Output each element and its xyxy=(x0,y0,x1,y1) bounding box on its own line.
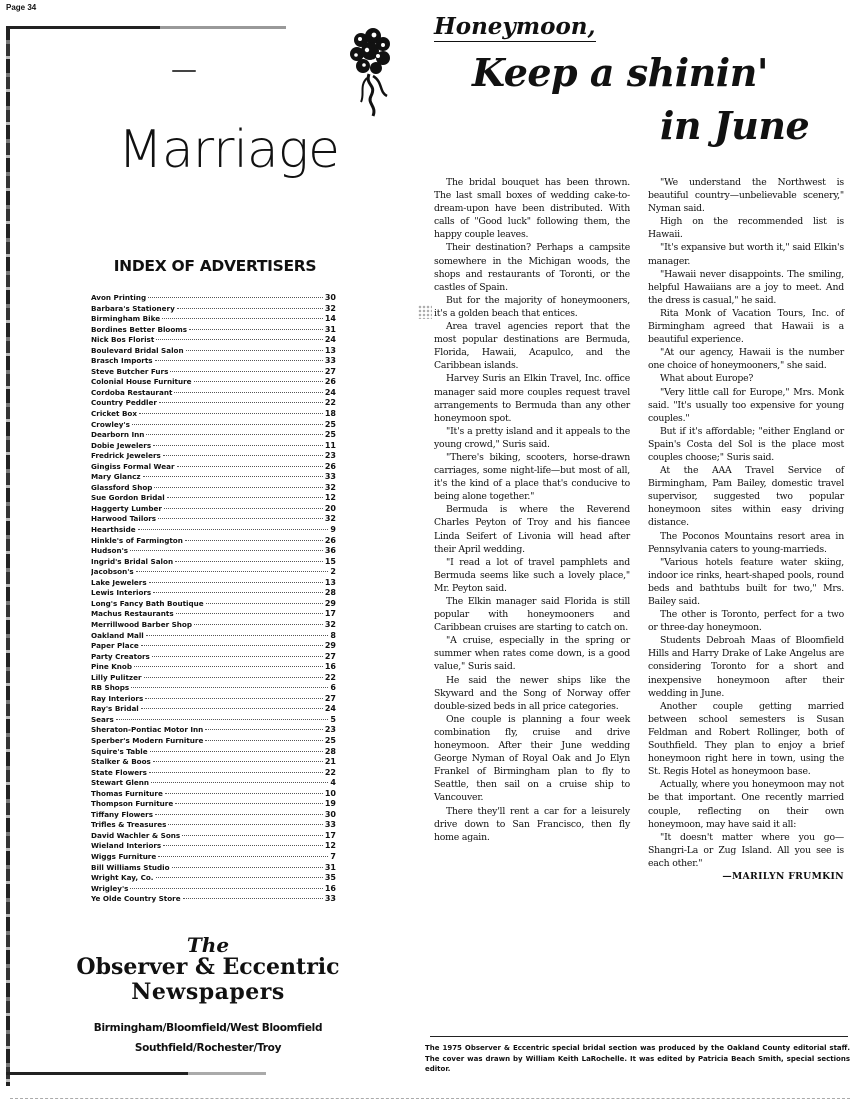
city-list xyxy=(40,1018,376,1058)
leader-dots xyxy=(186,350,323,351)
advertiser-row xyxy=(91,609,336,620)
advertiser-page: 32 xyxy=(324,482,336,492)
leader-dots xyxy=(156,877,323,878)
advertiser-page: 4 xyxy=(330,778,336,788)
advertiser-page: 22 xyxy=(324,672,336,682)
advertiser-row xyxy=(91,747,336,758)
advertiser-row xyxy=(91,789,336,800)
leader-dots xyxy=(145,698,323,699)
advertiser-page: 33 xyxy=(324,894,336,904)
advertiser-row xyxy=(91,863,336,874)
advertiser-row xyxy=(91,483,336,494)
advertiser-page: 21 xyxy=(324,757,336,767)
page-bottom-rule xyxy=(10,1098,850,1099)
advertiser-page: 12 xyxy=(324,493,336,503)
advertiser-name: Fredrick Jewelers xyxy=(91,451,161,461)
advertiser-row xyxy=(91,567,336,578)
advertiser-name: Dearborn Inn xyxy=(91,430,145,440)
advertiser-name: Sheraton-Pontiac Motor Inn xyxy=(91,725,204,735)
advertiser-row xyxy=(91,673,336,684)
article-column-1 xyxy=(434,176,630,844)
credit-divider xyxy=(430,1036,848,1037)
advertiser-name: Sears xyxy=(91,714,114,724)
leader-dots xyxy=(159,402,323,403)
advertiser-row xyxy=(91,304,336,315)
advertiser-name: Sue Gordon Bridal xyxy=(91,493,165,503)
article-paragraph: The other is Toronto, perfect for a two or three-day honeymoon. xyxy=(648,609,844,634)
advertiser-name: Country Peddler xyxy=(91,398,157,408)
advertiser-name: Jacobson's xyxy=(91,567,134,577)
advertiser-row xyxy=(91,388,336,399)
advertiser-name: Birmingham Bike xyxy=(91,314,161,324)
advertiser-page: 24 xyxy=(324,387,336,397)
advertiser-row xyxy=(91,451,336,462)
advertiser-row xyxy=(91,652,336,663)
advertiser-row xyxy=(91,873,336,884)
leader-dots xyxy=(170,371,322,372)
advertiser-name: Wiggs Furniture xyxy=(91,851,157,861)
advertiser-name: Squire's Table xyxy=(91,746,148,756)
advertiser-name: Lilly Pulitzer xyxy=(91,672,142,682)
leader-dots xyxy=(205,740,323,741)
advertiser-page: 28 xyxy=(324,746,336,756)
leader-dots xyxy=(163,845,323,846)
advertiser-page: 24 xyxy=(324,704,336,714)
article-paragraph: Harvey Suris an Elkin Travel, Inc. office manager said more couples request travel arrangements to Bermuda than any other honeymoon spot. xyxy=(434,373,630,424)
article-paragraph: "We understand the Northwest is beautiful country—unbelievable scenery," Nyman said. xyxy=(648,177,844,215)
advertiser-page: 33 xyxy=(324,820,336,830)
advertiser-row xyxy=(91,736,336,747)
advertiser-name: David Wachler & Sons xyxy=(91,830,181,840)
advertiser-row xyxy=(91,810,336,821)
leader-dots xyxy=(146,635,329,636)
leader-dots xyxy=(175,803,323,804)
article-paragraph: What about Europe? xyxy=(660,373,754,385)
advertiser-name: Paper Place xyxy=(91,641,139,651)
border-left xyxy=(6,26,10,1086)
leader-dots xyxy=(141,708,323,709)
advertiser-name: Thompson Furniture xyxy=(91,799,174,809)
advertiser-name: Hearthside xyxy=(91,525,136,535)
leader-dots xyxy=(194,624,323,625)
leader-dots xyxy=(141,645,323,646)
advertiser-page: 30 xyxy=(324,809,336,819)
advertiser-page: 27 xyxy=(324,693,336,703)
border-top xyxy=(6,26,286,29)
article-paragraph: "A cruise, especially in the spring or summer when rates come down, is a good value," Suris said. xyxy=(434,635,630,673)
advertiser-page: 27 xyxy=(324,366,336,376)
leader-dots xyxy=(174,392,322,393)
advertiser-page: 6 xyxy=(330,683,336,693)
advertiser-name: Dobie Jewelers xyxy=(91,440,152,450)
leader-dots xyxy=(116,719,329,720)
advertiser-name: Nick Bos Florist xyxy=(91,335,155,345)
advertiser-page: 25 xyxy=(324,735,336,745)
leader-dots xyxy=(151,782,328,783)
advertiser-name: Brasch Imports xyxy=(91,356,153,366)
article-paragraph: "I read a lot of travel pamphlets and Bermuda seems like such a lovely place," Mr. Peyton said. xyxy=(434,556,630,594)
leader-dots xyxy=(177,308,323,309)
advertiser-row xyxy=(91,462,336,473)
leader-dots xyxy=(183,898,323,899)
advertiser-row xyxy=(91,409,336,420)
leader-dots xyxy=(155,360,323,361)
advertiser-page: 26 xyxy=(324,461,336,471)
article-paragraph: At the AAA Travel Service of Birmingham, Pam Bailey, domestic travel supervisor, suggested two popular honeymoon sites within easy driving distance. xyxy=(648,465,844,529)
leader-dots xyxy=(205,729,323,730)
advertiser-row xyxy=(91,430,336,441)
advertiser-page: 25 xyxy=(324,419,336,429)
leader-dots xyxy=(176,613,323,614)
advertiser-page: 17 xyxy=(324,609,336,619)
advertiser-row xyxy=(91,367,336,378)
leader-dots xyxy=(143,476,323,477)
advertiser-row xyxy=(91,894,336,905)
advertiser-name: Merrillwood Barber Shop xyxy=(91,619,192,629)
advertiser-page: 15 xyxy=(324,556,336,566)
leader-dots xyxy=(168,824,323,825)
section-title: Marriage xyxy=(118,120,339,180)
advertiser-page: 25 xyxy=(324,430,336,440)
advertiser-row xyxy=(91,472,336,483)
article-column-2 xyxy=(648,176,844,883)
page-number: Page 34 xyxy=(6,3,37,12)
ornament-dash xyxy=(172,70,196,72)
advertiser-row xyxy=(91,525,336,536)
advertiser-row xyxy=(91,293,336,304)
advertiser-name: Mary Glancz xyxy=(91,472,141,482)
advertiser-page: 13 xyxy=(324,345,336,355)
advertiser-page: 11 xyxy=(324,440,336,450)
advertiser-page: 31 xyxy=(324,324,336,334)
article-paragraph: "It's a pretty island and it appeals to the young crowd," Suris said. xyxy=(434,425,630,450)
advertiser-name: Bill Williams Studio xyxy=(91,862,170,872)
advertiser-row xyxy=(91,852,336,863)
article-paragraph: "Various hotels feature water skiing, indoor ice rinks, heart-shaped pools, round beds and bathtubs built for two," Mrs. Bailey said. xyxy=(648,556,844,607)
leader-dots xyxy=(194,381,323,382)
advertiser-page: 26 xyxy=(324,535,336,545)
leader-dots xyxy=(131,687,328,688)
leader-dots xyxy=(153,592,323,593)
advertiser-name: Haggerty Lumber xyxy=(91,503,162,513)
advertiser-name: Cordoba Restaurant xyxy=(91,387,173,397)
advertiser-page: 8 xyxy=(330,630,336,640)
leader-dots xyxy=(158,518,323,519)
leader-dots xyxy=(153,445,323,446)
advertiser-row xyxy=(91,441,336,452)
advertiser-page: 23 xyxy=(324,725,336,735)
logo-the: The xyxy=(186,933,230,957)
advertiser-name: Thomas Furniture xyxy=(91,788,163,798)
advertiser-page: 36 xyxy=(324,546,336,556)
advertiser-page: 26 xyxy=(324,377,336,387)
advertiser-row xyxy=(91,631,336,642)
advertiser-page: 16 xyxy=(324,883,336,893)
advertiser-row xyxy=(91,314,336,325)
advertiser-name: Pine Knob xyxy=(91,662,132,672)
advertiser-page: 9 xyxy=(330,525,336,535)
article-paragraph: There they'll rent a car for a leisurely drive down to San Francisco, then fly home again. xyxy=(434,805,630,843)
advertiser-name: Ingrid's Bridal Salon xyxy=(91,556,174,566)
article-paragraph: "It's expansive but worth it," said Elkin's manager. xyxy=(648,242,844,267)
advertiser-name: Barbara's Stationery xyxy=(91,303,175,313)
advertiser-name: Avon Printing xyxy=(91,293,147,302)
advertiser-row xyxy=(91,820,336,831)
logo-line-2: Newspapers xyxy=(131,979,285,1005)
leader-dots xyxy=(153,761,323,762)
advertiser-row xyxy=(91,325,336,336)
advertiser-row xyxy=(91,641,336,652)
advertiser-name: Bordines Better Blooms xyxy=(91,324,188,334)
article-paragraph: He said the newer ships like the Skyward and the Song of Norway offer double-sized beds in all price categories. xyxy=(434,674,630,712)
article-paragraph: Bermuda is where the Reverend Charles Peyton of Troy and his fiancee Linda Seifert of Livonia will head after their April wedding. xyxy=(434,504,630,555)
advertiser-name: Colonial House Furniture xyxy=(91,377,192,387)
article-paragraph: Rita Monk of Vacation Tours, Inc. of Birmingham agreed that Hawaii is a beautiful experience. xyxy=(648,307,844,346)
advertiser-row xyxy=(91,420,336,431)
advertiser-row xyxy=(91,599,336,610)
leader-dots xyxy=(163,455,323,456)
advertiser-row xyxy=(91,778,336,789)
article-paragraph: "There's biking, scooters, horse-drawn carriages, some night-life—but most of all, it's the kind of a place that's conducive to being alone together." xyxy=(434,451,630,503)
advertiser-name: Sperber's Modern Furniture xyxy=(91,735,204,745)
advertiser-row xyxy=(91,704,336,715)
advertiser-row xyxy=(91,536,336,547)
newspaper-logo xyxy=(58,935,358,1005)
advertiser-page: 18 xyxy=(324,409,336,419)
advertiser-page: 33 xyxy=(324,356,336,366)
article-paragraph: The bridal bouquet has been thrown. The last small boxes of wedding cake-to-dream-upon have been distributed. With calls of "Good luck" following them, the happy couple leaves. xyxy=(434,177,630,241)
advertiser-name: Steve Butcher Furs xyxy=(91,366,169,376)
headline-line-1: Keep a shinin' xyxy=(472,50,768,95)
advertiser-page: 35 xyxy=(324,873,336,883)
advertiser-name: Boulevard Bridal Salon xyxy=(91,345,184,355)
advertiser-page: 32 xyxy=(324,619,336,629)
advertiser-name: Crowley's xyxy=(91,419,130,429)
leader-dots xyxy=(149,772,323,773)
headline-line-2: in June xyxy=(660,103,810,148)
article-paragraph: The Elkin manager said Florida is still popular with honeymooners and Caribbean cruises are starting to catch on. xyxy=(434,596,630,634)
advertiser-page: 19 xyxy=(324,799,336,809)
leader-dots xyxy=(138,529,329,530)
city-line: Southfield/Rochester/Troy xyxy=(134,1042,282,1054)
advertiser-name: Stalker & Boos xyxy=(91,757,151,767)
advertiser-name: Lake Jewelers xyxy=(91,577,147,587)
advertiser-row xyxy=(91,683,336,694)
article-paragraph: Area travel agencies report that the most popular destinations are Bermuda, Florida, Hawaii, Acapulco, and the Caribbean islands. xyxy=(434,321,630,372)
leader-dots xyxy=(175,561,323,562)
leader-dots xyxy=(177,466,323,467)
advertiser-name: Machus Restaurants xyxy=(91,609,174,619)
advertiser-page: 32 xyxy=(324,303,336,313)
leader-dots xyxy=(189,329,323,330)
advertiser-row xyxy=(91,799,336,810)
advertiser-name: Hinkle's of Farmington xyxy=(91,535,183,545)
advertiser-row xyxy=(91,725,336,736)
advertiser-name: Party Creators xyxy=(91,651,150,661)
leader-dots xyxy=(206,603,323,604)
advertiser-page: 10 xyxy=(324,788,336,798)
leader-dots xyxy=(164,508,323,509)
advertiser-row xyxy=(91,588,336,599)
leader-dots xyxy=(156,339,323,340)
advertiser-row xyxy=(91,546,336,557)
advertiser-page: 30 xyxy=(324,293,336,302)
article-paragraph: "Very little call for Europe," Mrs. Monk said. "It's usually too expensive for young couples." xyxy=(648,386,844,424)
leader-dots xyxy=(146,434,322,435)
advertiser-name: Trifles & Treasures xyxy=(91,820,167,830)
leader-dots xyxy=(152,656,323,657)
leader-dots xyxy=(149,582,323,583)
advertiser-name: Ye Olde Country Store xyxy=(91,894,181,904)
advertiser-name: RB Shops xyxy=(91,683,130,693)
advertiser-row xyxy=(91,504,336,515)
article-paragraph: But for the majority of honeymooners, it's a golden beach that entices. xyxy=(434,294,630,319)
leader-dots xyxy=(139,413,323,414)
advertiser-name: Glassford Shop xyxy=(91,482,153,492)
advertiser-page: 31 xyxy=(324,862,336,872)
advertiser-row xyxy=(91,694,336,705)
advertiser-name: Oakland Mall xyxy=(91,630,144,640)
article-paragraph: "It doesn't matter where you go—Shangri-La or Zug Island. All you see is each other." xyxy=(648,831,844,869)
city-line: Birmingham/Bloomfield/West Bloomfield xyxy=(93,1022,323,1034)
advertiser-page: 13 xyxy=(324,577,336,587)
article-paragraph: But if it's affordable; "either England or Spain's Costa del Sol is the place most couples choose;" Suris said. xyxy=(648,425,844,463)
article-paragraph: High on the recommended list is Hawaii. xyxy=(648,216,844,241)
advertiser-row xyxy=(91,356,336,367)
leader-dots xyxy=(167,497,323,498)
advertiser-name: Ray Interiors xyxy=(91,693,144,703)
production-credit: The 1975 Observer & Eccentric special bridal section was produced by the Oakland County editorial staff. The cover was drawn by William Keith LaRochelle. It was edited by Patricia Beach Smith, special sections editor. xyxy=(425,1044,850,1073)
advertiser-row xyxy=(91,768,336,779)
leader-dots xyxy=(155,814,323,815)
advertiser-row xyxy=(91,884,336,895)
article-paragraph: Another couple getting married between school semesters is Susan Feldman and Robert Rollinger, both of Southfield. They plan to enjoy a brief honeymoon right here in town, using the St. Regis Hotel as honeymoon base. xyxy=(648,700,844,778)
advertiser-page: 22 xyxy=(324,767,336,777)
article-paragraph: One couple is planning a four week combination fly, cruise and drive honeymoon. After their June wedding George Nyman of Royal Oak and Jo Elyn Frankel of Birmingham plan to fly to Seattle, then sail on a cruise ship to Vancouver. xyxy=(434,713,630,804)
advertiser-page: 14 xyxy=(324,314,336,324)
leader-dots xyxy=(130,550,323,551)
leader-dots xyxy=(185,540,323,541)
advertiser-row xyxy=(91,841,336,852)
article-paragraph: "Hawaii never disappoints. The smiling, helpful Hawaiians are a joy to meet. And the dress is casual," he said. xyxy=(648,268,844,306)
index-heading: INDEX OF ADVERTISERS xyxy=(113,257,317,275)
advertiser-row xyxy=(91,620,336,631)
advertiser-name: Wieland Interiors xyxy=(91,841,162,851)
leader-dots xyxy=(136,571,329,572)
leader-dots xyxy=(182,835,323,836)
advertiser-page: 22 xyxy=(324,398,336,408)
bouquet-illustration xyxy=(343,26,397,121)
leader-dots xyxy=(154,487,322,488)
advertiser-row xyxy=(91,493,336,504)
advertiser-name: Gingiss Formal Wear xyxy=(91,461,175,471)
advertiser-row xyxy=(91,715,336,726)
advertiser-page: 5 xyxy=(330,714,336,724)
advertiser-page: 32 xyxy=(324,514,336,524)
leader-dots xyxy=(148,297,323,298)
logo-line-1: Observer & Eccentric xyxy=(76,954,340,980)
advertiser-row xyxy=(91,757,336,768)
advertiser-row xyxy=(91,557,336,568)
article-paragraph: The Poconos Mountains resort area in Pennsylvania caters to young-marrieds. xyxy=(648,530,844,555)
leader-dots xyxy=(165,793,323,794)
print-speckle xyxy=(418,305,432,319)
advertiser-page: 24 xyxy=(324,335,336,345)
advertiser-index xyxy=(91,293,336,905)
advertiser-name: Wrigley's xyxy=(91,883,129,893)
advertiser-page: 17 xyxy=(324,830,336,840)
advertiser-row xyxy=(91,398,336,409)
advertiser-name: Tiffany Flowers xyxy=(91,809,153,819)
article-paragraph: "At our agency, Hawaii is the number one choice of honeymooners," she said. xyxy=(648,347,844,372)
leader-dots xyxy=(172,867,323,868)
leader-dots xyxy=(130,888,322,889)
advertiser-page: 28 xyxy=(324,588,336,598)
article-paragraph: Students Debroah Maas of Bloomfield Hills and Harry Drake of Lake Angelus are considering Toronto for a short and inexpensive honeymoon after their wedding in June. xyxy=(648,635,844,699)
leader-dots xyxy=(134,666,323,667)
border-bottom xyxy=(6,1072,266,1075)
advertiser-name: Lewis Interiors xyxy=(91,588,152,598)
advertiser-row xyxy=(91,346,336,357)
advertiser-name: Ray's Bridal xyxy=(91,704,139,714)
byline: —MARILYN FRUMKIN xyxy=(722,870,844,882)
advertiser-row xyxy=(91,377,336,388)
leader-dots xyxy=(150,751,323,752)
advertiser-row xyxy=(91,662,336,673)
advertiser-name: State Flowers xyxy=(91,767,147,777)
advertiser-row xyxy=(91,578,336,589)
advertiser-row xyxy=(91,514,336,525)
advertiser-name: Long's Fancy Bath Boutique xyxy=(91,598,204,608)
advertiser-name: Stewart Glenn xyxy=(91,778,149,788)
advertiser-name: Hudson's xyxy=(91,546,129,556)
advertiser-page: 2 xyxy=(330,567,336,577)
article-kicker: Honeymoon, xyxy=(434,13,596,40)
advertiser-page: 29 xyxy=(324,641,336,651)
advertiser-page: 20 xyxy=(324,503,336,513)
advertiser-name: Harwood Tailors xyxy=(91,514,157,524)
leader-dots xyxy=(132,424,323,425)
article-paragraph: Actually, where you honeymoon may not be that important. One recently married couple, reflecting on their own honeymoon, may have said it all: xyxy=(648,779,844,830)
advertiser-page: 12 xyxy=(324,841,336,851)
advertiser-page: 27 xyxy=(324,651,336,661)
advertiser-name: Wright Kay, Co. xyxy=(91,873,154,883)
advertiser-page: 23 xyxy=(324,451,336,461)
article-paragraph: Their destination? Perhaps a campsite somewhere in the Michigan woods, the shops and restaurants of Toronti, or the castles of Spain. xyxy=(434,242,630,293)
advertiser-page: 33 xyxy=(324,472,336,482)
advertiser-page: 29 xyxy=(324,598,336,608)
advertiser-row xyxy=(91,831,336,842)
leader-dots xyxy=(162,318,323,319)
advertiser-name: Cricket Box xyxy=(91,409,137,419)
leader-dots xyxy=(144,677,323,678)
leader-dots xyxy=(158,856,328,857)
advertiser-page: 16 xyxy=(324,662,336,672)
advertiser-row xyxy=(91,335,336,346)
advertiser-page: 7 xyxy=(330,851,336,861)
